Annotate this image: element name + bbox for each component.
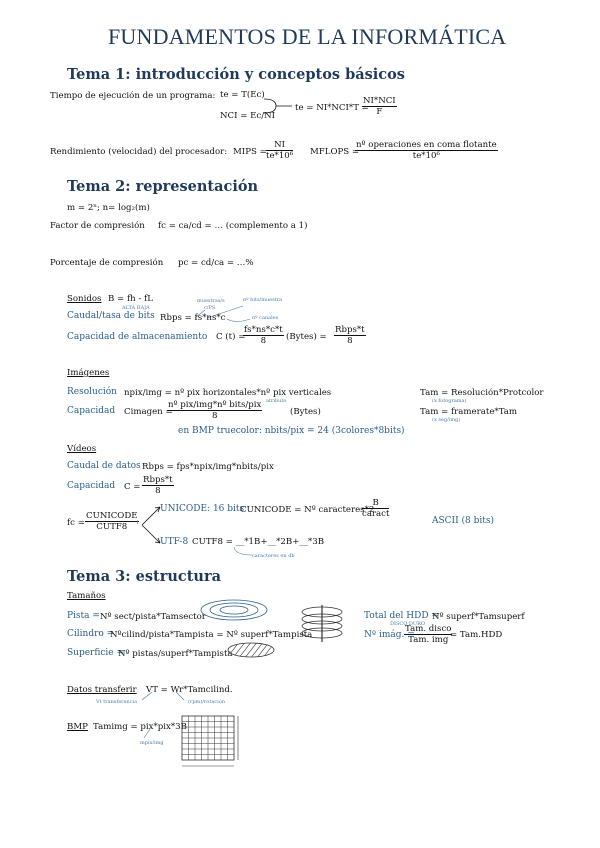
disco-duro-note: DISCO DURO xyxy=(390,621,426,627)
rpm-note: (rpm)/rotación xyxy=(188,699,225,705)
tam-framerate: Tam = framerate*Tam xyxy=(420,407,518,417)
cunicode-eq: CUNICODE = Nº caracteres*2 xyxy=(240,505,375,515)
fc-frac: $\frac{\text{CUNICODE}}{\text{CUTF8}}$ xyxy=(86,511,138,533)
muestras-note: muestras/s xyxy=(197,298,225,304)
caracteres-note: caracteres en db xyxy=(252,553,295,559)
vt-eq: VT = Wr*Tamcilind. xyxy=(146,685,233,695)
fotograma-note: (x fotograma) xyxy=(432,398,467,404)
mips-frac: $\frac{NI}{\text{te*10⁶}}$ xyxy=(266,140,294,162)
cimagen-eq: Cimagen = xyxy=(124,407,173,417)
capacidad-eq: C (t) = xyxy=(216,332,246,342)
resolucion-label: Resolución xyxy=(67,387,117,397)
mips-label: MIPS = xyxy=(233,147,267,157)
tamanos-heading: Tamaños xyxy=(67,591,106,601)
fc-eq: fc = xyxy=(67,518,85,528)
te-tc: te = T(Ec) xyxy=(220,90,265,100)
capacidad-v-label: Capacidad xyxy=(67,481,116,491)
capacidad-frac2: $\frac{\text{Rbps*t}}{8}$ xyxy=(335,325,365,347)
m-eq: m = 2ⁿ; n= log₂(m) xyxy=(67,203,150,213)
track-disk-icon xyxy=(198,598,270,622)
porcentaje-eq: pc = cd/ca = …% xyxy=(178,258,254,268)
b-caract-frac: $\frac{B}{\text{caract}}$ xyxy=(362,498,390,520)
caudal-datos-eq: Rbps = fps*npix/img*nbits/pix xyxy=(142,462,274,472)
alta-baja-note: ALTA BAJA xyxy=(122,305,150,311)
tiempo-label: Tiempo de ejecución de un programa: xyxy=(50,91,216,101)
total-hdd-eq: Nº superf*Tamsuperf xyxy=(432,612,525,622)
unicode-line: UNICODE: 16 bits xyxy=(160,504,245,514)
resolucion-eq: npix/img = nº pix horizontales*nº pix verticales xyxy=(124,388,332,398)
bits-muestra-note: nº bits/muestra xyxy=(243,297,283,303)
factor-label: Factor de compresión xyxy=(50,221,145,231)
videos-heading: Vídeos xyxy=(67,444,97,454)
caudal-label: Caudal/tasa de bits xyxy=(67,311,155,321)
mflops-label: MFLOPS = xyxy=(310,147,360,157)
capacidad-frac: $\frac{fs*ns*c*t}{8}$ xyxy=(244,325,283,347)
nci-eq: NCI = Ec/NI xyxy=(220,111,276,121)
datos-transferir-heading: Datos transferir xyxy=(67,685,137,695)
sonidos-eq: B = fh - fL xyxy=(108,294,153,304)
cimagen-frac: $\frac{\text{nº pix/img*nº bits/pix}}{8}$ xyxy=(168,400,262,422)
ascii-label: ASCII (8 bits) xyxy=(432,516,495,526)
caudal-eq: Rbps = fs*ns*c xyxy=(160,313,226,323)
tema1-heading: Tema 1: introducción y conceptos básicos xyxy=(67,66,405,83)
cutf8-eq: CUTF8 = __*1B+__*2B+__*3B xyxy=(192,537,325,547)
tam-resolucion: Tam = Resolución*Protcolor xyxy=(420,388,544,398)
rendimiento-label: Rendimiento (velocidad) del procesador: xyxy=(50,147,228,157)
bmp-eq: Tamimg = pix*pix*3B xyxy=(93,722,187,732)
factor-eq: fc = ca/cd = … (complemento a 1) xyxy=(158,221,308,231)
pista-label: Pista = xyxy=(67,611,100,621)
mflops-frac: $\frac{\text{nº operaciones en coma flotante}}{\text{te*10⁶}}$ xyxy=(356,140,497,162)
imagenes-heading: Imágenes xyxy=(67,368,110,378)
cilindro-eq: Nºcilind/pista*Tampista = Nº superf*Tampista xyxy=(110,630,313,640)
bmp-truecolor: en BMP truecolor: nbits/pix = 24 (3colores*8bits) xyxy=(178,426,405,436)
ctps-note: c/PS xyxy=(204,305,216,311)
surface-hatched-icon xyxy=(226,641,276,659)
nimag-label: Nº imág. = xyxy=(364,630,415,640)
superficie-eq: Nº pistas/superf*Tampista xyxy=(118,649,233,659)
tema2-heading: Tema 2: representación xyxy=(67,178,259,195)
bytes-label: (Bytes) xyxy=(290,407,321,417)
te-frac: $\frac{\text{NI*NCI}}{F}$ xyxy=(363,96,396,118)
cilindro-label: Cilindro = xyxy=(67,629,115,639)
xseg-note: (x seg/img) xyxy=(432,417,461,423)
fc-sub: 1 xyxy=(136,520,140,526)
capacidad-label: Capacidad de almacenamiento xyxy=(67,332,208,342)
cv-frac: $\frac{\text{Rbps*t}}{8}$ xyxy=(143,475,173,497)
caudal-datos-label: Caudal de datos xyxy=(67,461,141,471)
porcentaje-label: Porcentaje de compresión xyxy=(50,258,164,268)
vt-note: Vt transferencia xyxy=(96,699,138,705)
capacidad-bytes: (Bytes) = xyxy=(286,332,327,342)
capacidad-img-label: Capacidad xyxy=(67,406,116,416)
bmp-heading: BMP xyxy=(67,722,88,732)
pista-eq: Nº sect/pista*Tamsector xyxy=(100,612,206,622)
utf8-line: UTF-8 xyxy=(160,537,189,547)
cv-eq: C = xyxy=(124,482,141,492)
nimag-frac: $\frac{\text{Tam. disco}}{\text{Tam. img}}$ xyxy=(405,624,452,646)
superficie-label: Superficie = xyxy=(67,648,125,658)
nimag-eq: = Tam.HDD xyxy=(450,630,503,640)
te-eq: te = NI*NCI*T = xyxy=(295,103,369,113)
page-title: FUNDAMENTOS DE LA INFORMÁTICA xyxy=(108,24,507,49)
total-hdd-label: Total del HDD = xyxy=(364,611,439,621)
canales-note: nº canales xyxy=(252,315,279,321)
tema3-heading: Tema 3: estructura xyxy=(67,568,221,585)
mpix-note: mpix/img xyxy=(140,740,164,746)
atributo-note: atributo xyxy=(266,398,287,404)
brace-arrow xyxy=(262,97,294,115)
sonidos-heading: Sonidos xyxy=(67,294,102,304)
pixel-grid-icon xyxy=(178,714,244,770)
